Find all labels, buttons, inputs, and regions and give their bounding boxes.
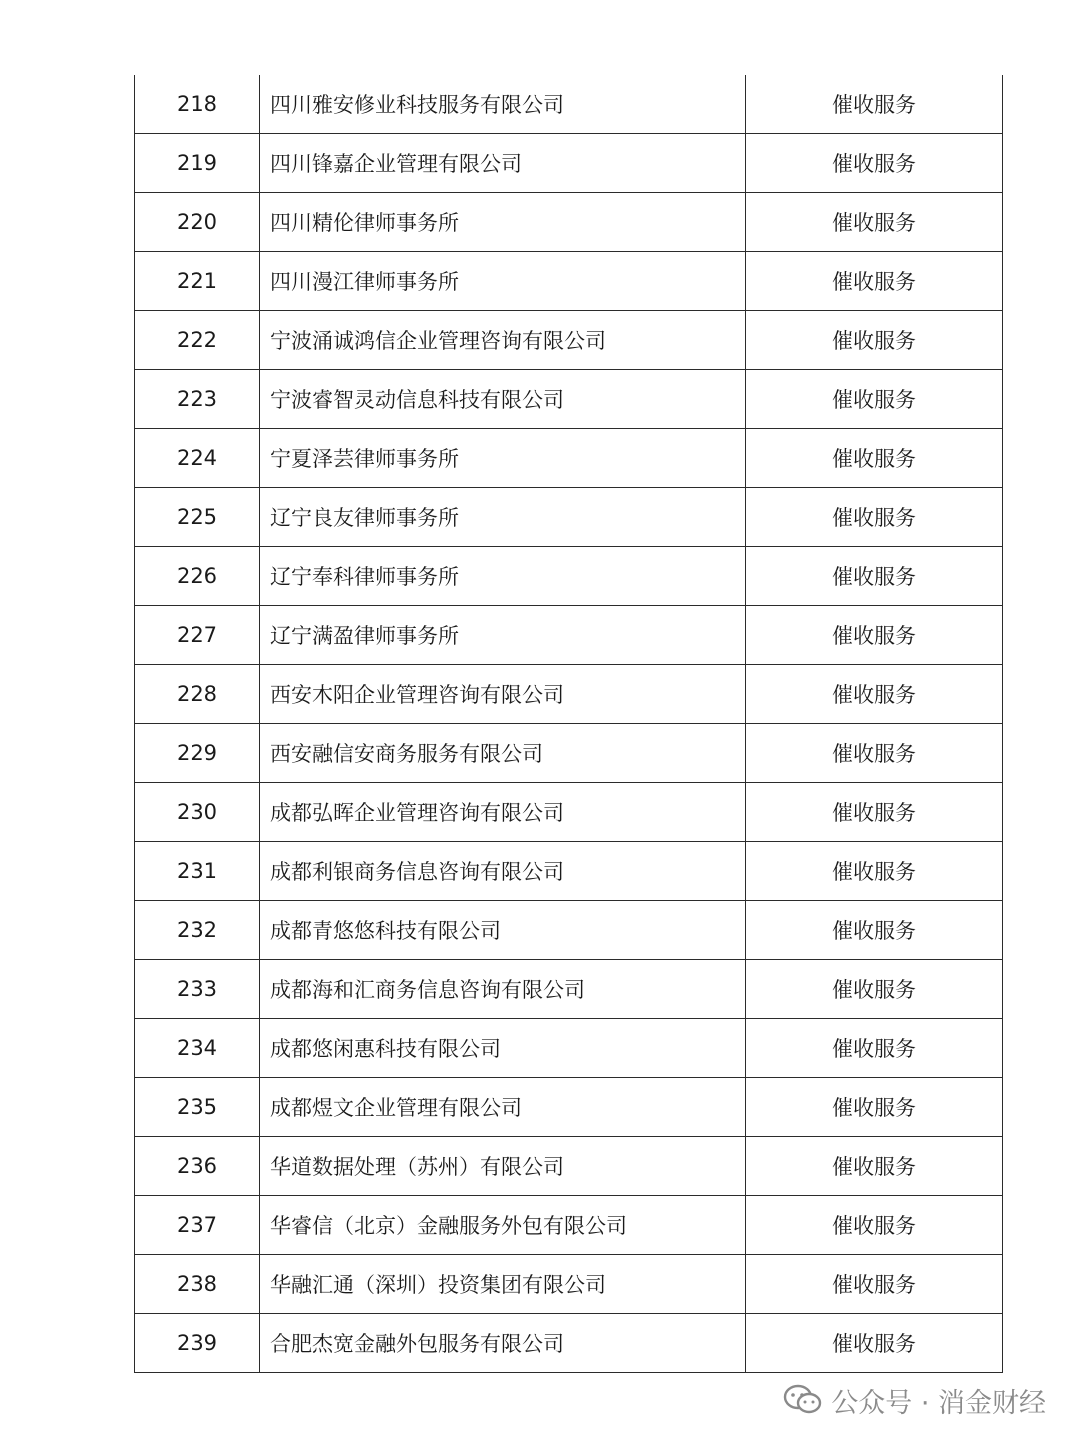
company-name: 辽宁奉科律师事务所 [260, 547, 746, 606]
table-row [135, 75, 1003, 134]
table-row [135, 665, 1003, 724]
table-row [135, 724, 1003, 783]
company-name: 宁波睿智灵动信息科技有限公司 [260, 370, 746, 429]
company-name: 西安融信安商务服务有限公司 [260, 724, 746, 783]
row-number: 229 [135, 724, 260, 783]
service-type: 催收服务 [746, 311, 1003, 370]
service-type: 催收服务 [746, 252, 1003, 311]
table-row [135, 1019, 1003, 1078]
service-type: 催收服务 [746, 1255, 1003, 1314]
row-number: 234 [135, 1019, 260, 1078]
table-row [135, 1137, 1003, 1196]
row-number: 239 [135, 1314, 260, 1373]
row-number: 228 [135, 665, 260, 724]
company-name: 成都青悠悠科技有限公司 [260, 901, 746, 960]
service-type: 催收服务 [746, 783, 1003, 842]
row-number: 227 [135, 606, 260, 665]
service-type: 催收服务 [746, 842, 1003, 901]
company-name: 成都弘晖企业管理咨询有限公司 [260, 783, 746, 842]
row-number: 237 [135, 1196, 260, 1255]
row-number: 230 [135, 783, 260, 842]
table-row [135, 842, 1003, 901]
row-number: 238 [135, 1255, 260, 1314]
service-type: 催收服务 [746, 547, 1003, 606]
table-row [135, 1314, 1003, 1373]
service-type: 催收服务 [746, 1196, 1003, 1255]
row-number: 220 [135, 193, 260, 252]
service-type: 催收服务 [746, 606, 1003, 665]
company-name: 成都海和汇商务信息咨询有限公司 [260, 960, 746, 1019]
row-number: 219 [135, 134, 260, 193]
row-number: 235 [135, 1078, 260, 1137]
company-name: 四川锋嘉企业管理有限公司 [260, 134, 746, 193]
company-name: 宁夏泽芸律师事务所 [260, 429, 746, 488]
table-row [135, 1255, 1003, 1314]
service-type: 催收服务 [746, 724, 1003, 783]
company-name: 华融汇通（深圳）投资集团有限公司 [260, 1255, 746, 1314]
service-type: 催收服务 [746, 488, 1003, 547]
table-row [135, 606, 1003, 665]
table-row [135, 429, 1003, 488]
wechat-icon [783, 1384, 823, 1416]
table-row [135, 311, 1003, 370]
company-name: 成都悠闲惠科技有限公司 [260, 1019, 746, 1078]
row-number: 218 [135, 75, 260, 134]
service-type: 催收服务 [746, 429, 1003, 488]
watermark-text: 公众号 · 消金财经 [831, 1387, 1046, 1419]
service-type: 催收服务 [746, 370, 1003, 429]
row-number: 233 [135, 960, 260, 1019]
service-type: 催收服务 [746, 193, 1003, 252]
table-row [135, 134, 1003, 193]
table-row [135, 193, 1003, 252]
row-number: 236 [135, 1137, 260, 1196]
company-name: 辽宁满盈律师事务所 [260, 606, 746, 665]
service-type: 催收服务 [746, 1137, 1003, 1196]
company-name: 华睿信（北京）金融服务外包有限公司 [260, 1196, 746, 1255]
row-number: 226 [135, 547, 260, 606]
row-number: 223 [135, 370, 260, 429]
row-number: 232 [135, 901, 260, 960]
company-name: 四川雅安修业科技服务有限公司 [260, 75, 746, 134]
table-row [135, 488, 1003, 547]
service-type: 催收服务 [746, 134, 1003, 193]
company-name: 合肥杰宽金融外包服务有限公司 [260, 1314, 746, 1373]
company-name: 成都利银商务信息咨询有限公司 [260, 842, 746, 901]
table-row [135, 547, 1003, 606]
company-list-table [134, 75, 1003, 1373]
row-number: 222 [135, 311, 260, 370]
company-name: 辽宁良友律师事务所 [260, 488, 746, 547]
wechat-watermark [783, 1380, 1046, 1420]
company-name: 四川漫江律师事务所 [260, 252, 746, 311]
table-row [135, 370, 1003, 429]
table-row [135, 252, 1003, 311]
company-name: 成都煜文企业管理有限公司 [260, 1078, 746, 1137]
service-type: 催收服务 [746, 75, 1003, 134]
service-type: 催收服务 [746, 1078, 1003, 1137]
service-type: 催收服务 [746, 1019, 1003, 1078]
company-list-table-container [134, 75, 1002, 1373]
company-name: 西安木阳企业管理咨询有限公司 [260, 665, 746, 724]
company-name: 华道数据处理（苏州）有限公司 [260, 1137, 746, 1196]
row-number: 225 [135, 488, 260, 547]
table-body [135, 75, 1003, 1373]
service-type: 催收服务 [746, 901, 1003, 960]
row-number: 221 [135, 252, 260, 311]
table-row [135, 1078, 1003, 1137]
row-number: 224 [135, 429, 260, 488]
table-row [135, 960, 1003, 1019]
service-type: 催收服务 [746, 1314, 1003, 1373]
service-type: 催收服务 [746, 960, 1003, 1019]
service-type: 催收服务 [746, 665, 1003, 724]
table-row [135, 1196, 1003, 1255]
table-row [135, 783, 1003, 842]
row-number: 231 [135, 842, 260, 901]
company-name: 宁波涌诚鸿信企业管理咨询有限公司 [260, 311, 746, 370]
table-row [135, 901, 1003, 960]
company-name: 四川精伦律师事务所 [260, 193, 746, 252]
